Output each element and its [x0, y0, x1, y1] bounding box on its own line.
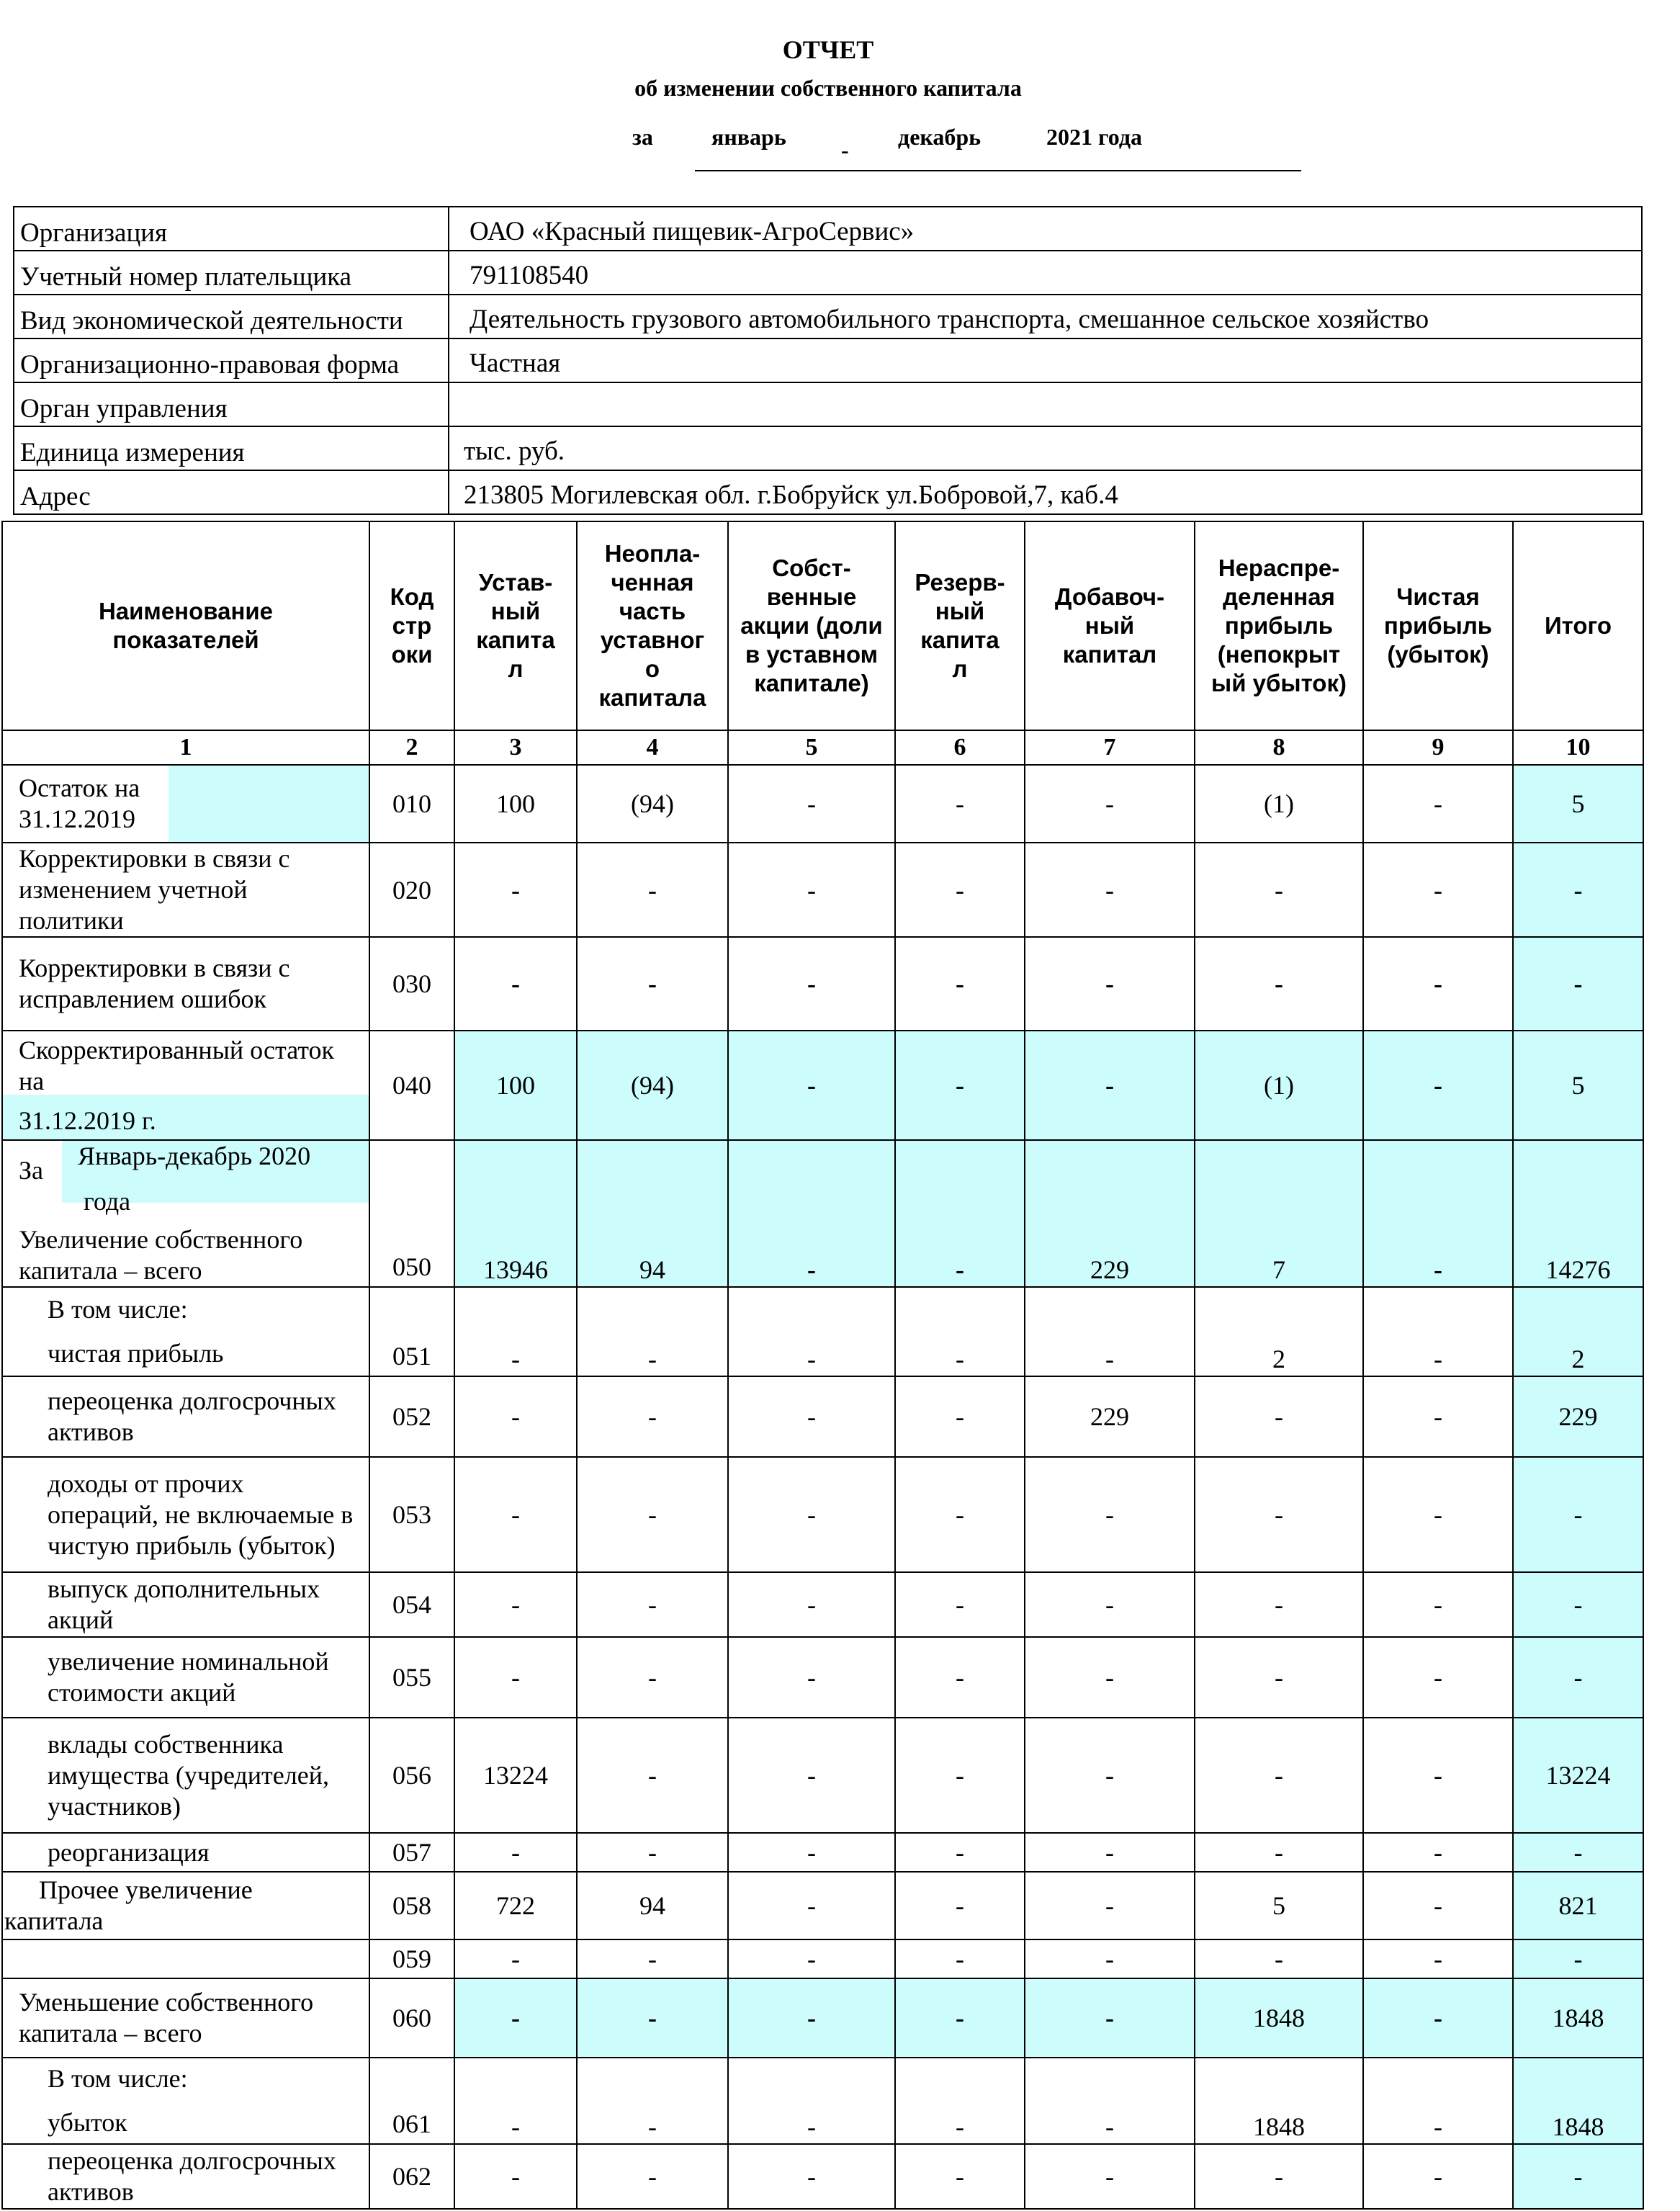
- info-row: [14, 338, 1642, 382]
- row-name-line: операций, не включаемые в: [48, 1499, 354, 1529]
- value-cell: -: [728, 1939, 895, 1978]
- value-cell: -: [1513, 843, 1643, 937]
- row-name: [2, 1287, 369, 1376]
- table-row: [2, 1939, 1643, 1978]
- value-cell: -: [454, 1572, 577, 1637]
- value-cell: -: [577, 1718, 728, 1833]
- value-cell: -: [1363, 1637, 1513, 1718]
- row-name-line: изменением учетной: [19, 875, 248, 904]
- value-cell: -: [577, 1287, 728, 1376]
- info-row: [14, 470, 1642, 514]
- row-name-line: реорганизация: [48, 1837, 210, 1867]
- value-cell: -: [1363, 1140, 1513, 1287]
- value-cell: 7: [1195, 1140, 1363, 1287]
- value-cell: -: [1025, 1718, 1195, 1833]
- value-cell: -: [454, 2058, 577, 2144]
- info-label: Орган управления: [14, 382, 449, 426]
- row-name: [2, 843, 369, 937]
- column-number-row: [2, 730, 1643, 765]
- value-cell: -: [895, 1939, 1025, 1978]
- info-row: [14, 251, 1642, 295]
- column-number: 5: [728, 730, 895, 765]
- value-cell: 821: [1513, 1872, 1643, 1939]
- row-name-line: капитала: [4, 1906, 104, 1935]
- table-row: [2, 2144, 1643, 2209]
- info-label: Организация: [14, 207, 449, 251]
- value-cell: 722: [454, 1872, 577, 1939]
- row-name-line: переоценка долгосрочных: [48, 2146, 336, 2175]
- value-cell: -: [895, 1718, 1025, 1833]
- row-name-line: выпуск дополнительных: [48, 1574, 320, 1603]
- row-name-line: переоценка долгосрочных: [48, 1386, 336, 1415]
- value-cell: -: [577, 1572, 728, 1637]
- value-cell: 100: [454, 1031, 577, 1140]
- value-cell: -: [728, 1978, 895, 2058]
- header-cell: Устав-ный капита л: [454, 521, 577, 730]
- info-label: Организационно-правовая форма: [14, 338, 449, 382]
- row-name-line: Увеличение собственного: [19, 1225, 303, 1254]
- value-cell: 5: [1513, 1031, 1643, 1140]
- value-cell: 100: [454, 765, 577, 843]
- value-cell: -: [1513, 1939, 1643, 1978]
- value-cell: -: [577, 1376, 728, 1457]
- value-cell: (1): [1195, 765, 1363, 843]
- header-cell: Резерв-ный капита л: [895, 521, 1025, 730]
- value-cell: 13224: [1513, 1718, 1643, 1833]
- value-cell: -: [728, 1718, 895, 1833]
- value-cell: -: [728, 765, 895, 843]
- header-cell: Код стр оки: [369, 521, 454, 730]
- row-name: [2, 1572, 369, 1637]
- value-cell: -: [1195, 1939, 1363, 1978]
- value-cell: -: [1195, 1718, 1363, 1833]
- header-cell: Чистая прибыль (убыток): [1363, 521, 1513, 730]
- organization-info-table: [13, 206, 1643, 515]
- value-cell: -: [1513, 2144, 1643, 2209]
- row-name: [2, 2144, 369, 2209]
- value-cell: 1848: [1195, 2058, 1363, 2144]
- row-name-line: доходы от прочих: [48, 1468, 244, 1498]
- value-cell: -: [728, 1457, 895, 1572]
- value-cell: -: [1363, 1572, 1513, 1637]
- header-cell: Собст-венные акции (доли в уставном капитале): [728, 521, 895, 730]
- value-cell: -: [895, 1376, 1025, 1457]
- table-row: [2, 1140, 1643, 1287]
- row-name-line: В том числе:: [48, 2064, 188, 2093]
- value-cell: 5: [1513, 765, 1643, 843]
- value-cell: -: [895, 1572, 1025, 1637]
- info-value: 213805 Могилевская обл. г.Бобруйск ул.Бобровой,7, каб.4: [449, 470, 1642, 514]
- value-cell: -: [895, 765, 1025, 843]
- value-cell: -: [1195, 1833, 1363, 1872]
- row-name-line: исправлением ошибок: [19, 985, 267, 1013]
- table-row: [2, 765, 1643, 843]
- value-cell: -: [1513, 1572, 1643, 1637]
- value-cell: -: [1025, 843, 1195, 937]
- value-cell: -: [728, 1872, 895, 1939]
- table-row: [2, 1031, 1643, 1140]
- value-cell: -: [1363, 1031, 1513, 1140]
- header-cell: Наименование показателей: [2, 521, 369, 730]
- value-cell: -: [728, 1287, 895, 1376]
- period-year: 2021 года: [1046, 124, 1142, 150]
- row-name-line: участников): [48, 1791, 181, 1821]
- row-name-line: капитала – всего: [19, 2019, 202, 2048]
- value-cell: -: [1363, 843, 1513, 937]
- value-cell: -: [577, 1833, 728, 1872]
- row-name-line: Корректировки в связи с: [19, 954, 290, 982]
- row-name-line: вклады собственника: [48, 1729, 284, 1759]
- value-cell: -: [1195, 1457, 1363, 1572]
- row-code: 052: [369, 1376, 454, 1457]
- table-row: [2, 1637, 1643, 1718]
- column-number: 1: [2, 730, 369, 765]
- row-name: [2, 765, 369, 843]
- info-value: [449, 382, 1642, 426]
- info-label: Адрес: [14, 470, 449, 514]
- row-name-line: убыток: [48, 2108, 127, 2137]
- info-label: Учетный номер плательщика: [14, 251, 449, 295]
- row-name-line: увеличение номинальной: [48, 1647, 329, 1676]
- info-row: [14, 207, 1642, 251]
- row-name-line: В том числе:: [48, 1295, 188, 1324]
- column-number: 9: [1363, 730, 1513, 765]
- header-cell: Нераспре-деленная прибыль (непокрыт ый убыток): [1195, 521, 1363, 730]
- row-name-line: чистую прибыль (убыток): [48, 1530, 336, 1560]
- row-name-line: Прочее увеличение: [39, 1875, 253, 1904]
- value-cell: -: [1025, 1031, 1195, 1140]
- value-cell: -: [1025, 765, 1195, 843]
- value-cell: 14276: [1513, 1140, 1643, 1287]
- value-cell: -: [1025, 1287, 1195, 1376]
- value-cell: -: [454, 843, 577, 937]
- value-cell: -: [1363, 1872, 1513, 1939]
- value-cell: -: [895, 1287, 1025, 1376]
- info-label: Вид экономической деятельности: [14, 295, 449, 338]
- row-code: 030: [369, 937, 454, 1031]
- table-row: [2, 1718, 1643, 1833]
- info-value: тыс. руб.: [449, 426, 1642, 470]
- row-name: [2, 1457, 369, 1572]
- value-cell: -: [454, 1287, 577, 1376]
- info-label: Единица измерения: [14, 426, 449, 470]
- column-number: 6: [895, 730, 1025, 765]
- row-code: 056: [369, 1718, 454, 1833]
- value-cell: -: [577, 2058, 728, 2144]
- value-cell: -: [895, 2058, 1025, 2144]
- value-cell: -: [1363, 2144, 1513, 2209]
- row-name: [2, 1637, 369, 1718]
- equity-changes-table: [1, 521, 1644, 2210]
- period-dash: -: [841, 137, 849, 163]
- row-name-line: политики: [19, 906, 124, 935]
- row-name-line: 31.12.2019 г.: [19, 1106, 156, 1135]
- value-cell: -: [454, 1939, 577, 1978]
- row-code: 057: [369, 1833, 454, 1872]
- value-cell: -: [454, 2144, 577, 2209]
- value-cell: -: [895, 1637, 1025, 1718]
- value-cell: -: [577, 2144, 728, 2209]
- row-name: [2, 1833, 369, 1872]
- table-row: [2, 843, 1643, 937]
- row-code: 059: [369, 1939, 454, 1978]
- row-name-line: активов: [48, 2177, 134, 2206]
- value-cell: 1848: [1513, 2058, 1643, 2144]
- value-cell: -: [1025, 1978, 1195, 2058]
- column-number: 8: [1195, 730, 1363, 765]
- header-cell: Неопла-ченная часть уставног о капитала: [577, 521, 728, 730]
- info-value: Деятельность грузового автомобильного транспорта, смешанное сельское хозяйство: [449, 295, 1642, 338]
- value-cell: -: [1025, 1939, 1195, 1978]
- row-name-line: чистая прибыль: [48, 1339, 224, 1368]
- value-cell: -: [1363, 1718, 1513, 1833]
- value-cell: -: [1363, 2058, 1513, 2144]
- value-cell: -: [728, 1572, 895, 1637]
- table-row: [2, 1872, 1643, 1939]
- value-cell: -: [1195, 843, 1363, 937]
- row-name: [2, 1978, 369, 2058]
- value-cell: (1): [1195, 1031, 1363, 1140]
- value-cell: -: [895, 2144, 1025, 2209]
- value-cell: 229: [1025, 1376, 1195, 1457]
- value-cell: -: [1025, 1457, 1195, 1572]
- info-row: [14, 382, 1642, 426]
- value-cell: -: [1513, 1457, 1643, 1572]
- value-cell: -: [895, 1872, 1025, 1939]
- row-name-line: капитала – всего: [19, 1256, 202, 1285]
- column-number: 3: [454, 730, 577, 765]
- value-cell: 13946: [454, 1140, 577, 1287]
- value-cell: -: [1195, 937, 1363, 1031]
- value-cell: 94: [577, 1872, 728, 1939]
- value-cell: -: [1363, 1939, 1513, 1978]
- value-cell: (94): [577, 1031, 728, 1140]
- row-name: [2, 937, 369, 1031]
- value-cell: -: [1513, 937, 1643, 1031]
- value-cell: -: [577, 843, 728, 937]
- row-name: [2, 1939, 369, 1978]
- row-code: 020: [369, 843, 454, 937]
- value-cell: 5: [1195, 1872, 1363, 1939]
- value-cell: -: [454, 1833, 577, 1872]
- row-name-line: Остаток на: [19, 773, 140, 802]
- column-number: 10: [1513, 730, 1643, 765]
- value-cell: -: [1195, 1637, 1363, 1718]
- value-cell: -: [728, 2058, 895, 2144]
- value-cell: -: [1513, 1637, 1643, 1718]
- value-cell: -: [895, 1140, 1025, 1287]
- value-cell: -: [895, 1978, 1025, 2058]
- value-cell: -: [728, 1031, 895, 1140]
- row-name-line: Скорректированный остаток: [19, 1035, 334, 1064]
- row-code: 062: [369, 2144, 454, 2209]
- value-cell: -: [1195, 1572, 1363, 1637]
- value-cell: -: [577, 1978, 728, 2058]
- row-name: [2, 1031, 369, 1140]
- column-number: 4: [577, 730, 728, 765]
- row-code: 050: [369, 1140, 454, 1287]
- table-row: [2, 1287, 1643, 1376]
- value-cell: -: [895, 1833, 1025, 1872]
- table-row: [2, 937, 1643, 1031]
- value-cell: -: [454, 937, 577, 1031]
- row-code: 061: [369, 2058, 454, 2144]
- value-cell: -: [1513, 1833, 1643, 1872]
- value-cell: -: [1363, 1376, 1513, 1457]
- value-cell: -: [577, 1939, 728, 1978]
- row-code: 053: [369, 1457, 454, 1572]
- value-cell: -: [1025, 2144, 1195, 2209]
- row-name-line: года: [84, 1187, 131, 1216]
- row-name: [2, 1140, 369, 1287]
- row-name-line: на: [19, 1066, 45, 1095]
- value-cell: -: [1195, 2144, 1363, 2209]
- period-from: январь: [711, 124, 786, 150]
- row-name-line: За: [19, 1156, 44, 1185]
- value-cell: 1848: [1195, 1978, 1363, 2058]
- table-row: [2, 2058, 1643, 2144]
- row-name-line: 31.12.2019: [19, 804, 135, 833]
- value-cell: -: [728, 1140, 895, 1287]
- value-cell: -: [1195, 1376, 1363, 1457]
- table-row: [2, 1833, 1643, 1872]
- info-value: 791108540: [449, 251, 1642, 295]
- column-number: 7: [1025, 730, 1195, 765]
- value-cell: -: [728, 2144, 895, 2209]
- row-name-line: стоимости акций: [48, 1678, 236, 1707]
- value-cell: 13224: [454, 1718, 577, 1833]
- info-row: [14, 426, 1642, 470]
- value-cell: -: [1363, 1978, 1513, 2058]
- value-cell: -: [895, 1457, 1025, 1572]
- value-cell: -: [728, 843, 895, 937]
- table-row: [2, 1376, 1643, 1457]
- value-cell: 1848: [1513, 1978, 1643, 2058]
- column-number: 2: [369, 730, 454, 765]
- table-row: [2, 1978, 1643, 2058]
- value-cell: -: [895, 1031, 1025, 1140]
- value-cell: -: [1025, 1833, 1195, 1872]
- row-code: 060: [369, 1978, 454, 2058]
- value-cell: 2: [1513, 1287, 1643, 1376]
- value-cell: -: [577, 1457, 728, 1572]
- row-name-line: акций: [48, 1605, 114, 1634]
- value-cell: -: [577, 1637, 728, 1718]
- header-cell: Добавоч-ный капитал: [1025, 521, 1195, 730]
- row-name: [2, 1872, 369, 1939]
- value-cell: -: [728, 937, 895, 1031]
- row-name-line: активов: [48, 1417, 134, 1446]
- value-cell: -: [728, 1637, 895, 1718]
- header-cell: Итого: [1513, 521, 1643, 730]
- period-to: декабрь: [898, 124, 982, 150]
- value-cell: -: [1025, 1872, 1195, 1939]
- row-name-line: Уменьшение собственного: [19, 1988, 314, 2017]
- value-cell: -: [454, 1637, 577, 1718]
- value-cell: -: [454, 1457, 577, 1572]
- value-cell: -: [895, 843, 1025, 937]
- value-cell: 2: [1195, 1287, 1363, 1376]
- value-cell: -: [895, 937, 1025, 1031]
- value-cell: -: [454, 1978, 577, 2058]
- value-cell: 94: [577, 1140, 728, 1287]
- table-row: [2, 1457, 1643, 1572]
- info-row: [14, 295, 1642, 338]
- row-code: 040: [369, 1031, 454, 1140]
- info-value: ОАО «Красный пищевик-АгроСервис»: [449, 207, 1642, 251]
- info-value: Частная: [449, 338, 1642, 382]
- value-cell: -: [1025, 1637, 1195, 1718]
- value-cell: -: [1363, 765, 1513, 843]
- table-row: [2, 1572, 1643, 1637]
- value-cell: -: [1363, 1457, 1513, 1572]
- row-name: [2, 2058, 369, 2144]
- row-name-line: Январь-декабрь 2020: [78, 1142, 311, 1170]
- period-prefix: за: [632, 124, 653, 150]
- value-cell: -: [1025, 1572, 1195, 1637]
- value-cell: -: [1363, 937, 1513, 1031]
- row-code: 058: [369, 1872, 454, 1939]
- value-cell: -: [1025, 937, 1195, 1031]
- value-cell: (94): [577, 765, 728, 843]
- value-cell: -: [728, 1833, 895, 1872]
- row-code: 054: [369, 1572, 454, 1637]
- row-name: [2, 1718, 369, 1833]
- value-cell: -: [1025, 2058, 1195, 2144]
- row-code: 010: [369, 765, 454, 843]
- row-code: 051: [369, 1287, 454, 1376]
- value-cell: -: [577, 937, 728, 1031]
- period-underline: [695, 170, 1301, 171]
- row-name-line: Корректировки в связи с: [19, 844, 290, 873]
- row-code: 055: [369, 1637, 454, 1718]
- row-name-line: имущества (учредителей,: [48, 1760, 329, 1790]
- value-cell: -: [454, 1376, 577, 1457]
- row-name: [2, 1376, 369, 1457]
- value-cell: 229: [1513, 1376, 1643, 1457]
- table-header-row: [2, 521, 1643, 730]
- value-cell: -: [728, 1376, 895, 1457]
- value-cell: -: [1363, 1287, 1513, 1376]
- value-cell: -: [1363, 1833, 1513, 1872]
- value-cell: 229: [1025, 1140, 1195, 1287]
